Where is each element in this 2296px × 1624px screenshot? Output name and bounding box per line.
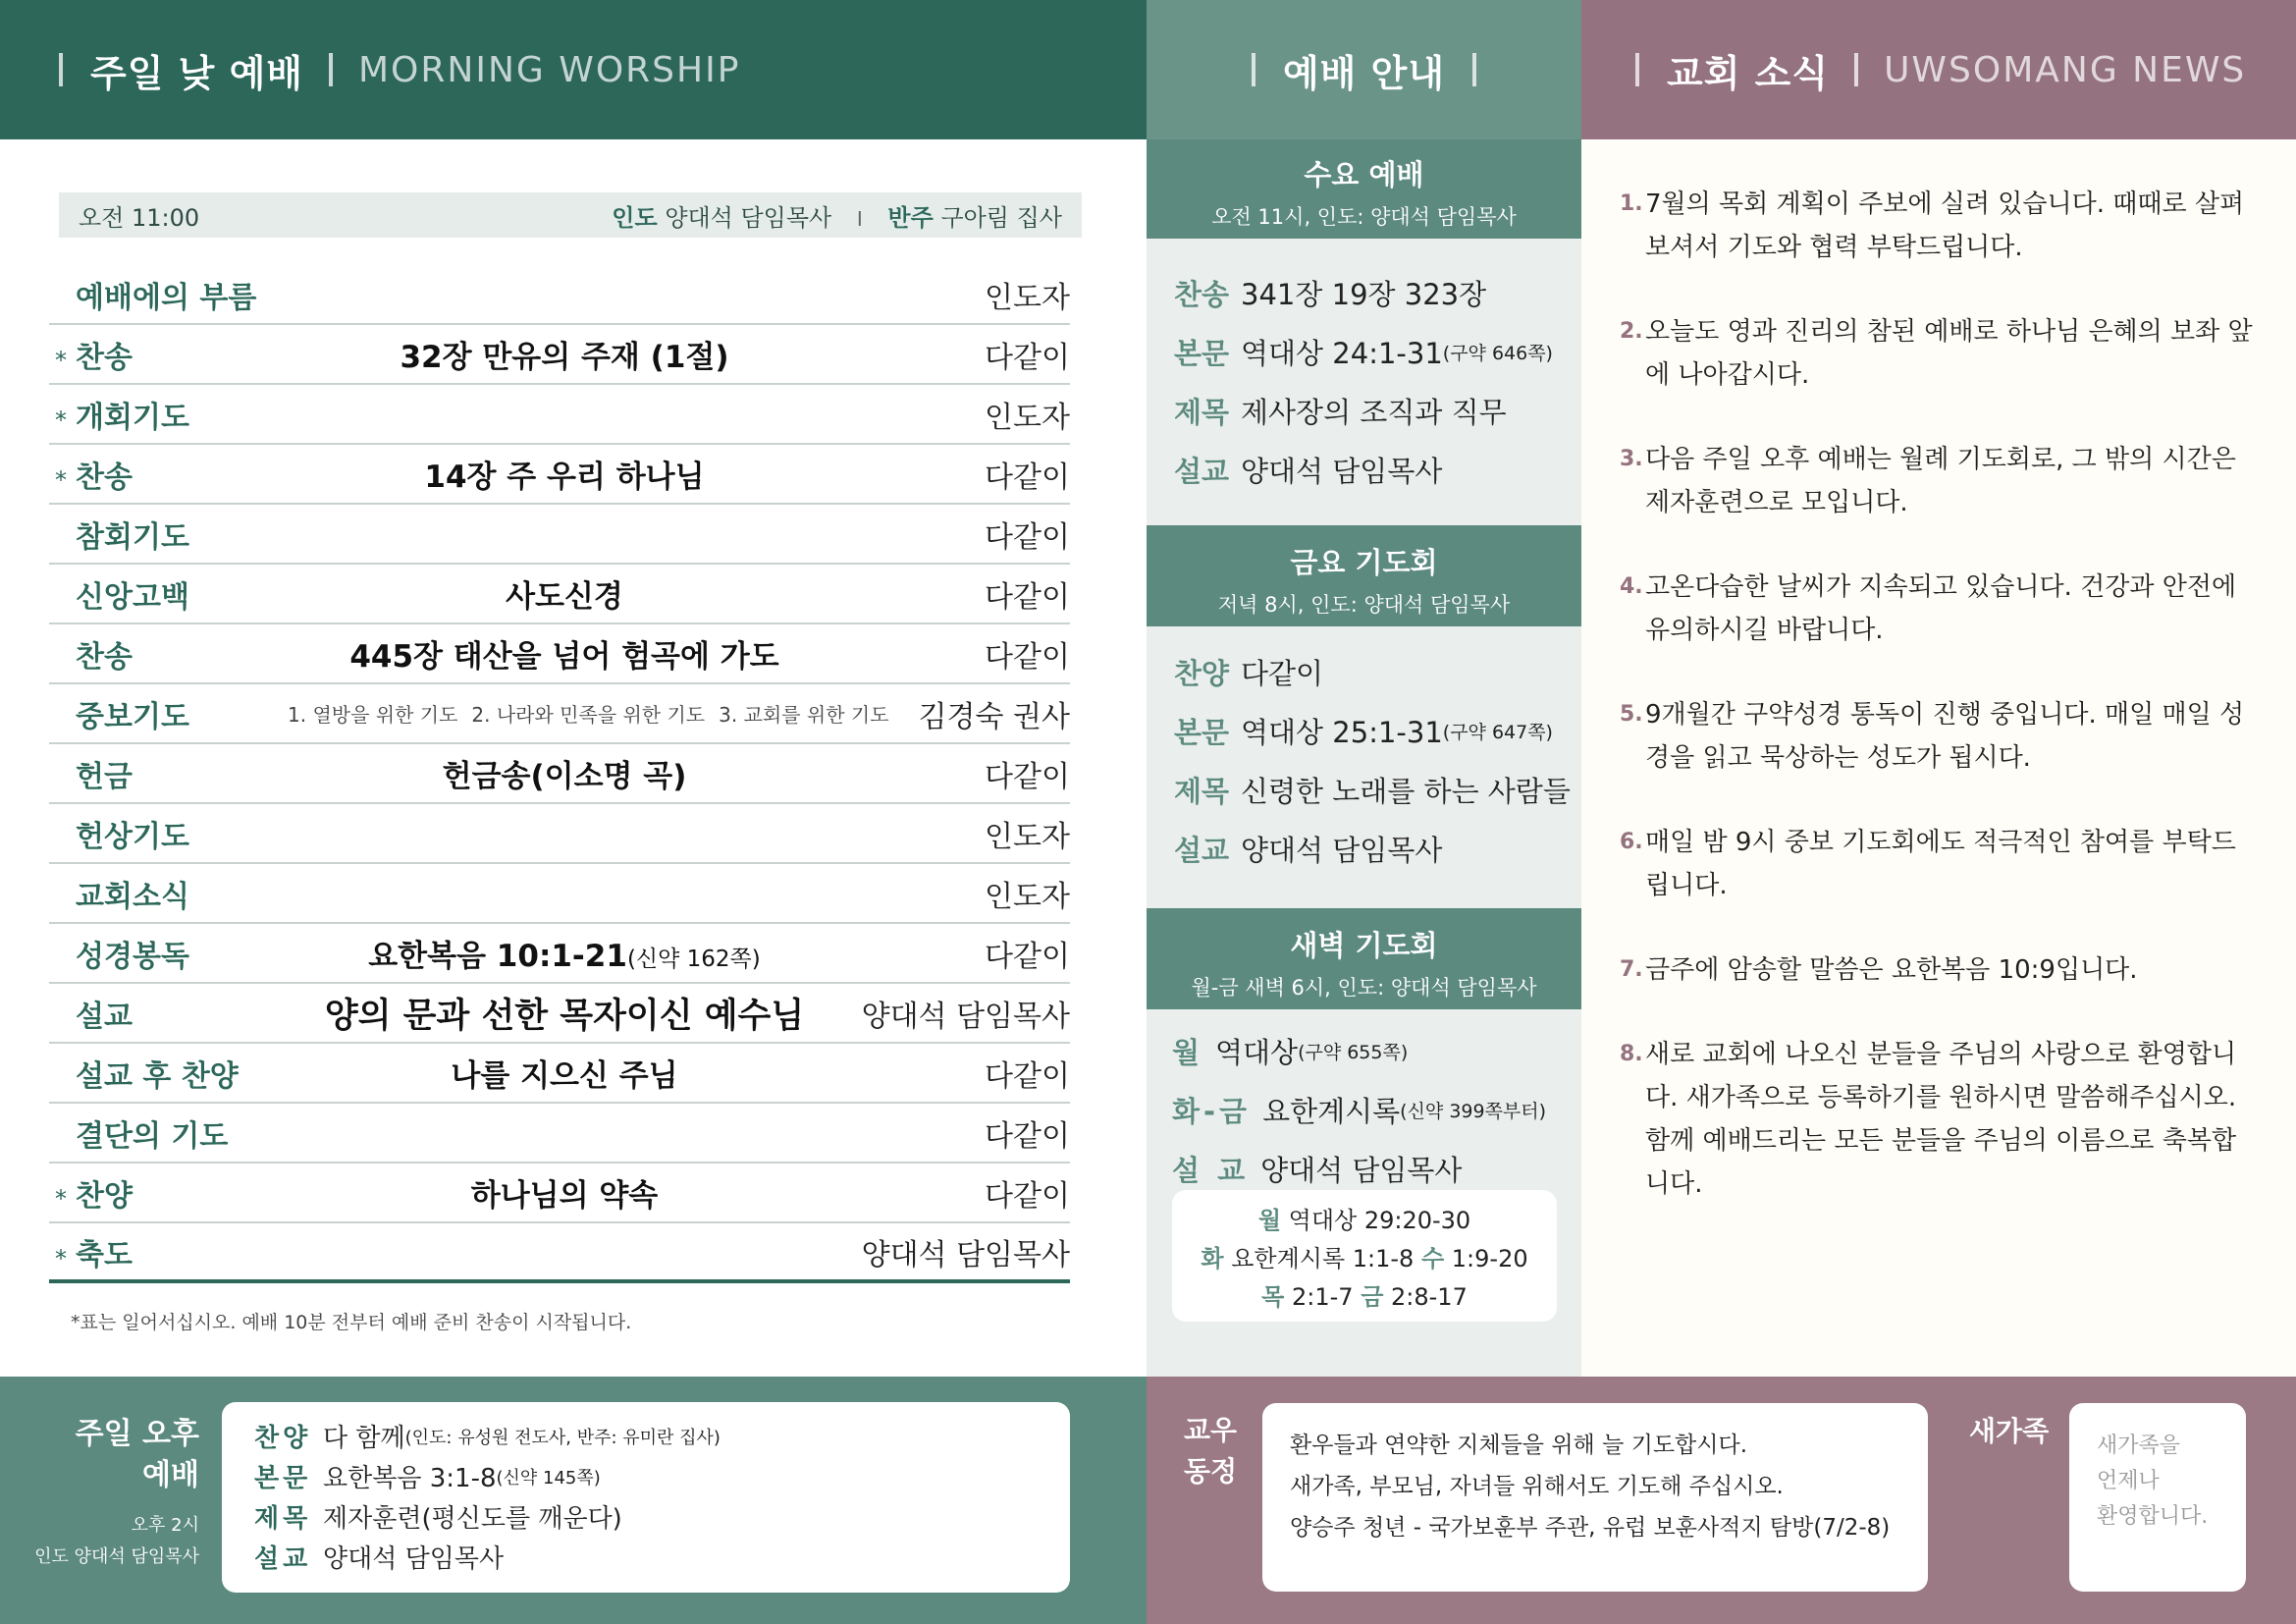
worship-item-name: 찬양 — [76, 1178, 133, 1214]
wednesday-title: 수요 예배 — [1304, 158, 1424, 191]
line-value: 요한계시록 — [1262, 1094, 1401, 1128]
worship-item-name: 찬송 — [76, 639, 133, 675]
worship-item-leader: 인도자 — [985, 879, 1070, 914]
worship-item-name: 교회소식 — [76, 879, 189, 914]
line-value: 요한복음 3:1-8 — [323, 1464, 497, 1493]
worship-item-row — [49, 1223, 1070, 1283]
worship-item-content — [49, 631, 1070, 676]
afternoon-detail-line — [254, 1456, 1070, 1496]
worship-item-row — [49, 385, 1070, 445]
line-label: 찬양 — [1174, 656, 1230, 690]
dawn-list — [1172, 1021, 1546, 1198]
afternoon-details — [222, 1402, 1070, 1593]
afternoon-detail-line — [254, 1416, 1070, 1456]
day-reading: 2:8-17 — [1391, 1283, 1468, 1311]
day-reading: 1:9-20 — [1451, 1245, 1528, 1272]
news-text: 매일 밤 9시 중보 기도회에도 적극적인 참여를 부탁드립니다. — [1645, 828, 2236, 900]
line-label: 제목 — [1174, 774, 1230, 808]
dawn-header — [1147, 908, 1581, 1009]
worship-item-text: 요한복음 10:1-21 — [368, 939, 627, 974]
afternoon-title-line: 주일 오후 — [75, 1417, 199, 1451]
line-value: 양대석 담임목사 — [1241, 833, 1443, 867]
wednesday-sub: 오전 11시, 인도: 양대석 담임목사 — [1211, 205, 1517, 229]
line-label: 화-금 — [1172, 1094, 1252, 1128]
worship-item-row — [49, 1164, 1070, 1223]
line-value: 다 함께 — [323, 1424, 405, 1453]
worship-item-text: 하나님의 약속 — [470, 1178, 659, 1214]
worship-item-name: 설교 — [76, 999, 133, 1034]
friday-header — [1147, 525, 1581, 626]
dawn-sub: 월-금 새벽 6시, 인도: 양대석 담임목사 — [1191, 976, 1537, 1000]
header-church-news — [1581, 0, 2296, 139]
worship-item-leader: 김경숙 권사 — [918, 699, 1070, 734]
day-label: 금 — [1361, 1283, 1384, 1311]
worship-item-row — [49, 984, 1070, 1044]
wednesday-list — [1174, 263, 1553, 499]
line-note: (신약 145쪽) — [496, 1467, 601, 1489]
header-morning-worship — [0, 0, 1147, 139]
accompanist-label: 반주 — [887, 203, 934, 232]
standing-mark: * — [55, 347, 67, 374]
dawn-title: 새벽 기도회 — [1290, 929, 1438, 962]
header-worship-guide — [1147, 0, 1581, 139]
line-label: 제목 — [254, 1504, 312, 1534]
lead-name: 양대석 담임목사 — [665, 203, 832, 232]
worship-item-name: 결단의 기도 — [76, 1118, 229, 1154]
wednesday-detail-line — [1174, 322, 1553, 381]
standing-mark: * — [55, 1245, 67, 1272]
worship-item-leader: 양대석 담임목사 — [861, 1237, 1070, 1272]
dawn-detail-line — [1172, 1139, 1546, 1198]
friday-list — [1174, 642, 1571, 878]
header-divider — [1635, 53, 1639, 86]
line-value: 양대석 담임목사 — [1241, 454, 1443, 488]
worship-item-row — [49, 445, 1070, 505]
service-info-bar — [59, 192, 1082, 238]
worship-item-row — [49, 505, 1070, 565]
line-label: 설교 — [254, 1544, 312, 1574]
worship-item-row — [49, 1044, 1070, 1104]
dawn-schedule-box — [1172, 1190, 1557, 1322]
news-number: 7. — [1620, 957, 1643, 982]
worship-item-content — [49, 571, 1070, 616]
worship-item-name: 찬송 — [76, 340, 133, 375]
news-number: 4. — [1620, 574, 1643, 599]
worship-item-name: 찬송 — [76, 460, 133, 495]
new-family-line: 새가족을 — [2097, 1434, 2181, 1458]
news-number: 5. — [1620, 702, 1643, 727]
worship-item-leader: 다같이 — [985, 340, 1070, 375]
friday-detail-line — [1174, 701, 1571, 760]
friday-detail-line — [1174, 642, 1571, 701]
worship-item-text: 헌금송(이소명 곡) — [442, 759, 687, 794]
header-divider — [1854, 53, 1858, 86]
worship-item-row — [49, 744, 1070, 804]
news-item — [1620, 1033, 2258, 1206]
worship-item-row — [49, 864, 1070, 924]
member-news-title — [1184, 1410, 1237, 1492]
afternoon-detail-line — [254, 1537, 1070, 1577]
news-item — [1620, 310, 2258, 397]
afternoon-title-line: 예배 — [142, 1458, 199, 1492]
wednesday-detail-line — [1174, 263, 1553, 322]
day-label: 목 — [1261, 1283, 1285, 1311]
church-news-list — [1620, 183, 2258, 1247]
worship-item-text: 14장 주 우리 하나님 — [424, 460, 705, 495]
worship-item-row — [49, 265, 1070, 325]
wednesday-detail-line — [1174, 381, 1553, 440]
header-divider — [1252, 53, 1255, 86]
line-label: 본문 — [254, 1464, 312, 1493]
news-number: 3. — [1620, 447, 1643, 471]
worship-item-leader: 인도자 — [985, 819, 1070, 854]
worship-item-text: 나를 지으신 주님 — [451, 1058, 678, 1094]
worship-item-leader: 양대석 담임목사 — [861, 999, 1070, 1034]
line-label: 설 교 — [1172, 1153, 1250, 1187]
worship-item-row — [49, 325, 1070, 385]
worship-item-leader: 다같이 — [985, 639, 1070, 675]
worship-item-leader: 인도자 — [985, 400, 1070, 435]
member-news-box — [1262, 1403, 1928, 1592]
news-text: 다음 주일 오후 예배는 월례 기도회로, 그 밖의 시간은 제자훈련으로 모입니다. — [1645, 445, 2236, 517]
lead-label: 인도 — [612, 203, 658, 232]
header-subtitle: UWSOMANG NEWS — [1884, 49, 2247, 90]
friday-title: 금요 기도회 — [1290, 546, 1438, 579]
afternoon-leader: 인도 양대석 담임목사 — [34, 1546, 199, 1567]
prayer-topic: 3. 교회를 위한 기도 — [719, 703, 889, 727]
worship-item-leader: 다같이 — [985, 460, 1070, 495]
line-note: (신약 399쪽부터) — [1400, 1100, 1547, 1122]
worship-item-leader: 다같이 — [985, 759, 1070, 794]
news-text: 새로 교회에 나오신 분들을 주님의 사랑으로 환영합니다. 새가족으로 등록하기를 원하시면 말씀해주십시오. 함께 예배드리는 모든 분들을 주님의 이름으로 축복합니다. — [1645, 1040, 2237, 1199]
news-text: 금주에 암송할 말씀은 요한복음 10:9입니다. — [1645, 955, 2138, 985]
line-value: 제자훈련(평신도를 깨운다) — [323, 1504, 622, 1534]
afternoon-title — [76, 1414, 199, 1496]
news-number: 2. — [1620, 319, 1643, 344]
news-item — [1620, 693, 2258, 780]
line-value: 제사장의 조직과 직무 — [1241, 395, 1507, 429]
dawn-schedule-line — [1172, 1240, 1557, 1278]
line-label: 설교 — [1174, 454, 1230, 488]
line-note: (구약 646쪽) — [1442, 342, 1553, 364]
line-value: 역대상 — [1215, 1035, 1299, 1069]
line-label: 본문 — [1174, 336, 1230, 370]
line-value: 역대상 25:1-31 — [1241, 715, 1443, 749]
day-reading: 역대상 29:20-30 — [1288, 1207, 1471, 1234]
new-family-line: 언제나 — [2097, 1469, 2160, 1493]
order-of-worship — [49, 265, 1070, 1283]
line-label: 월 — [1172, 1035, 1204, 1069]
worship-item-row — [49, 804, 1070, 864]
worship-item-ref: (신약 162쪽) — [626, 947, 761, 972]
worship-item-name: 신앙고백 — [76, 579, 189, 615]
friday-detail-line — [1174, 760, 1571, 819]
wednesday-header — [1147, 139, 1581, 239]
news-text: 9개월간 구약성경 통독이 진행 중입니다. 매일 매일 성경을 읽고 묵상하는 성도가 됩시다. — [1645, 700, 2245, 773]
line-label: 본문 — [1174, 715, 1230, 749]
worship-item-name: 참회기도 — [76, 519, 189, 555]
dawn-detail-line — [1172, 1021, 1546, 1080]
prayer-topic: 1. 열방을 위한 기도 — [288, 703, 458, 727]
header-title: 교회 소식 — [1667, 51, 1830, 95]
member-news-title-line: 동정 — [1184, 1455, 1238, 1488]
standing-mark: * — [55, 406, 67, 434]
worship-item-content — [49, 1051, 1070, 1095]
news-item — [1620, 948, 2258, 992]
staff-divider: I — [856, 206, 863, 231]
worship-item-name: 개회기도 — [76, 400, 189, 435]
worship-item-leader: 다같이 — [985, 939, 1070, 974]
worship-item-row — [49, 924, 1070, 984]
worship-item-row — [49, 624, 1070, 684]
worship-item-content — [49, 1170, 1070, 1215]
line-value: 양대석 담임목사 — [323, 1544, 505, 1574]
day-label: 화 — [1201, 1245, 1224, 1272]
worship-item-text: 445장 태산을 넘어 험곡에 가도 — [349, 639, 779, 675]
worship-item-name: 설교 후 찬양 — [76, 1058, 239, 1094]
worship-item-content — [49, 751, 1070, 795]
worship-item-leader: 다같이 — [985, 1178, 1070, 1214]
news-text: 7월의 목회 계획이 주보에 실려 있습니다. 때때로 살펴보셔서 기도와 협력 부탁드립니다. — [1645, 189, 2245, 262]
worship-item-row — [49, 565, 1070, 624]
news-text: 오늘도 영과 진리의 참된 예배로 하나님 은혜의 보좌 앞에 나아갑시다. — [1645, 317, 2253, 390]
worship-item-leader: 인도자 — [985, 280, 1070, 315]
worship-item-leader: 다같이 — [985, 519, 1070, 555]
member-news-title-line: 교우 — [1184, 1414, 1238, 1446]
standing-mark: * — [55, 1185, 67, 1213]
worship-item-text: 32장 만유의 주재 (1절) — [400, 340, 729, 375]
news-number: 6. — [1620, 830, 1643, 854]
news-text: 고온다습한 날씨가 지속되고 있습니다. 건강과 안전에 유의하시길 바랍니다. — [1645, 572, 2237, 645]
wednesday-detail-line — [1174, 440, 1553, 499]
header-divider — [1472, 53, 1476, 86]
afternoon-detail-line — [254, 1496, 1070, 1537]
header-subtitle: MORNING WORSHIP — [358, 49, 741, 90]
line-value: 다같이 — [1241, 656, 1324, 690]
worship-item-row — [49, 684, 1070, 744]
line-value: 341장 19장 323장 — [1241, 277, 1487, 311]
member-news-line: 새가족, 부모님, 자녀들 위해서도 기도해 주십시오. — [1290, 1474, 1784, 1499]
worship-item-name: 중보기도 — [76, 699, 189, 734]
worship-item-text: 사도신경 — [506, 579, 623, 615]
member-news-line: 환우들과 연약한 지체들을 위해 늘 기도합시다. — [1290, 1433, 1748, 1458]
line-note: (인도: 유성원 전도사, 반주: 유미란 집사) — [404, 1427, 721, 1448]
friday-detail-line — [1174, 819, 1571, 878]
footnote: *표는 일어서십시오. 예배 10분 전부터 예배 준비 찬송이 시작됩니다. — [71, 1312, 632, 1333]
line-value: 역대상 24:1-31 — [1241, 336, 1443, 370]
worship-item-leader: 다같이 — [985, 1058, 1070, 1094]
line-label: 찬송 — [1174, 277, 1230, 311]
dawn-schedule-line — [1172, 1202, 1557, 1240]
header-divider — [59, 53, 63, 86]
afternoon-worship — [0, 1377, 1147, 1624]
news-number: 1. — [1620, 191, 1643, 216]
worship-item-name: 성경봉독 — [76, 939, 189, 974]
friday-sub: 저녁 8시, 인도: 양대석 담임목사 — [1217, 593, 1511, 617]
worship-item-name: 예배에의 부름 — [76, 280, 257, 315]
day-reading: 2:1-7 — [1291, 1283, 1354, 1311]
accompanist-name: 구아림 집사 — [940, 203, 1062, 232]
news-item — [1620, 183, 2258, 269]
line-label: 설교 — [1174, 833, 1230, 867]
line-note: (구약 655쪽) — [1298, 1041, 1409, 1063]
new-family-line: 환영합니다. — [2097, 1504, 2209, 1529]
member-news-section — [1147, 1377, 2296, 1624]
worship-item-content — [49, 332, 1070, 376]
dawn-schedule-line — [1172, 1278, 1557, 1317]
service-staff — [612, 198, 1062, 233]
worship-item-leader: 다같이 — [985, 579, 1070, 615]
afternoon-meta — [34, 1510, 199, 1573]
line-label: 찬양 — [254, 1424, 312, 1453]
news-item — [1620, 566, 2258, 652]
prayer-topic: 2. 나라와 민족을 위한 기도 — [471, 703, 706, 727]
header-divider — [329, 53, 333, 86]
worship-item-content — [49, 931, 1070, 975]
header-title: 예배 안내 — [1282, 51, 1446, 95]
service-time: 오전 11:00 — [79, 203, 200, 232]
standing-mark: * — [55, 466, 67, 494]
day-reading: 요한계시록 1:1-8 — [1231, 1245, 1415, 1272]
line-label: 제목 — [1174, 395, 1230, 429]
new-family-box — [2069, 1403, 2246, 1592]
member-news-line: 양승주 청년 - 국가보훈부 주관, 유럽 보훈사적지 탐방(7/2-8) — [1290, 1515, 1891, 1541]
worship-item-name: 헌금 — [76, 759, 133, 794]
line-note: (구약 647쪽) — [1442, 721, 1553, 743]
worship-item-name: 헌상기도 — [76, 819, 189, 854]
line-value: 신령한 노래를 하는 사람들 — [1241, 774, 1571, 808]
worship-item-text: 양의 문과 선한 목자이신 예수님 — [324, 996, 805, 1036]
afternoon-time: 오후 2시 — [131, 1515, 199, 1536]
worship-guide-column — [1147, 139, 1581, 1377]
worship-item-name: 축도 — [76, 1237, 133, 1272]
day-label: 수 — [1420, 1245, 1445, 1272]
day-label: 월 — [1257, 1207, 1281, 1234]
line-value: 양대석 담임목사 — [1260, 1153, 1463, 1187]
dawn-detail-line — [1172, 1080, 1546, 1139]
worship-item-row — [49, 1104, 1070, 1164]
worship-item-leader: 다같이 — [985, 1118, 1070, 1154]
news-item — [1620, 821, 2258, 907]
header-title: 주일 낮 예배 — [90, 51, 303, 95]
worship-item-content — [49, 452, 1070, 496]
news-item — [1620, 438, 2258, 524]
news-number: 8. — [1620, 1042, 1643, 1066]
new-family-title: 새가족 — [1969, 1415, 2050, 1447]
